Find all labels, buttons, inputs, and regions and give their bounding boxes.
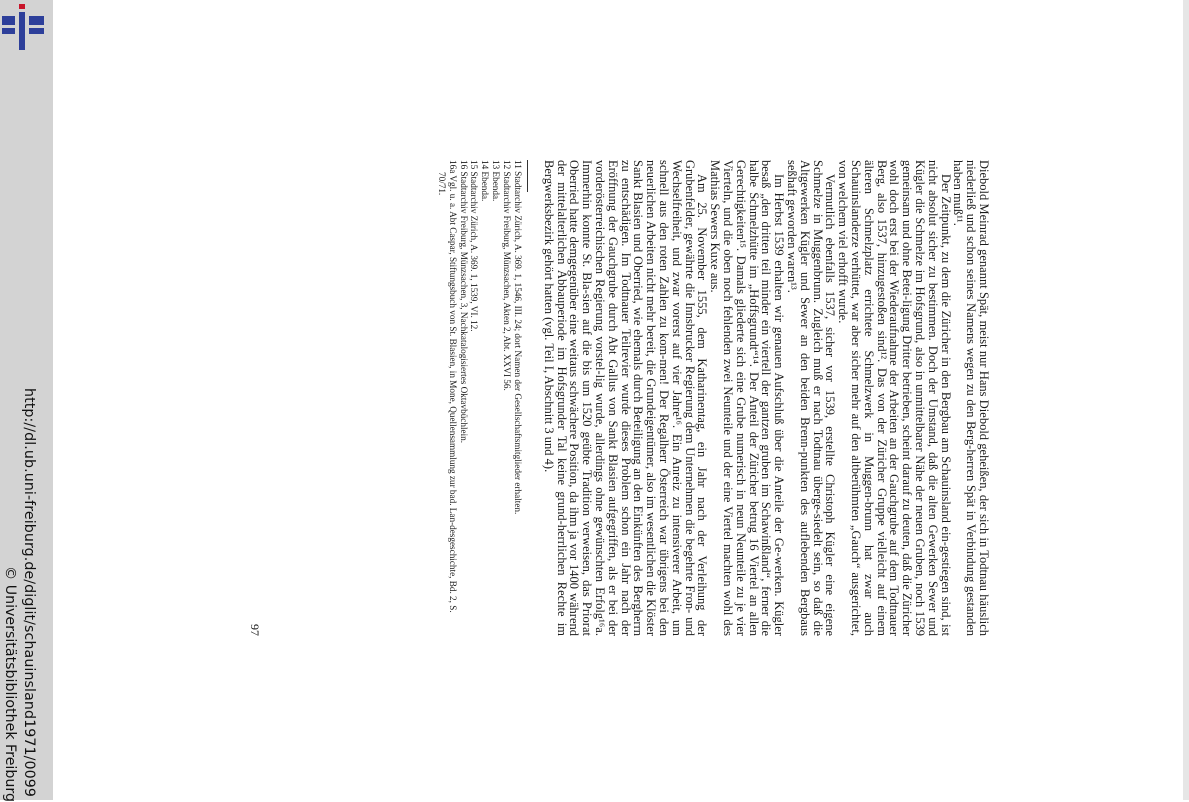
ub-freiburg-logo bbox=[2, 4, 46, 50]
sidebar bbox=[0, 0, 53, 800]
footnote: 14 Ebenda. bbox=[480, 160, 491, 202]
page-edge bbox=[1183, 0, 1189, 800]
footnote: 11 Stadtarchiv Zürich, A. 369. 1, 1546, III. 24; dort Namen der Gesellschaftsmitglieder erhalten. bbox=[513, 160, 524, 515]
paragraph: Diebold Meinrad genannt Spät, meist nur Hans Diebold geheißen, der sich in Todtnau häuslich niederließ und schon seines Namens wegen zu den Berg-herren Spät in Verbindung gestanden haben muß¹¹. bbox=[951, 160, 991, 636]
paragraph: Der Zeitpunkt, zu dem die Züricher in den Bergbau am Schauinsland ein-gestiegen sind, ist nicht absolut sicher zu bestimmen. Doch der Umstand, daß die alten Gewerken Sewer und Kügler die Schmelze im Hofsgrund, also in unmittelbarer Nähe der neuen Gruben, noch 1539 gemeinsam und ohne Betei-ligung Dritter betrieben, scheint darauf zu deuten, daß die Züricher wohl doch erst bei der Wiederaufnahme der Arbeiten an der Gauchgrube auf dem Todtnauer Berg, also 1537, hinzugestoßen sind¹². Das von der Züricher Gruppe vielleicht auf einem älteren Schmelzplatz errichtete Schmelzwerk in Muggen-brunn hat zwar auch Schauinslanderze verhüttet, war aber sicher mehr auf den altberühmten „Gauch“ ausgerichtet, von welchem viel erhofft wurde. bbox=[836, 160, 953, 636]
scanned-page bbox=[436, 160, 990, 636]
footnote-divider bbox=[527, 160, 528, 192]
permalink-url[interactable]: http://dl.ub.uni-freiburg.de/diglit/schauinsland1971/0099 bbox=[21, 388, 37, 797]
copyright-notice: © Universitätsbibliothek Freiburg bbox=[2, 566, 18, 802]
paragraph: Am 25. November 1555, dem Katharinentag, ein Jahr nach der Verleihung der Grubenfelder, gewährte die Innsbrucker Regierung dem Unternehmen die begehrte Fron- und Wechselfreiheit, und zwar vorerst auf vier Jahre¹⁶. Ein Anreiz zu intensiverer Arbeit, um schnell aus den roten Zahlen zu kom-men! Der Regalherr Österreich war übrigens bei den neuerlichen Arbeiten nicht mehr bereit, die Grundeigentümer, also im wesentlichen die Klöster Sankt Blasien und Oberried, wie ehemals durch Beteiligung an den Einkünften des Bergherrn zu entschädigen. Im Todtnauer Teilrevier wurde dieses Problem schon ein Jahr nach der Eröffnung der Gauchgrube durch Abt Gallus von Sankt Blasien aufgegriffen, als er bei der vorderösterreichischen Regierung vorstel-lig wurde, allerdings ohne gewünschten Erfolg¹⁶a. Immerhin konnte St. Bla-sien auf die bis um 1520 geübte Tradition verweisen, das Priorat Oberried hatte demgegenüber eine weitaus schwächere Position, da ihm ja vor 1400 während der mittelalterlichen Abbauperiode im Hofsgrunder Tal keine grund-herrlichen Rechte im Bergwerksbezirk gehört hatten (vgl. Teil I, Abschnitt 3 und 4). bbox=[541, 160, 710, 636]
footnote: 13 Ebenda. bbox=[491, 160, 502, 202]
footnote: 15 Stadtarchiv Zürich, A. 369. 1, 1539, VI. 12. bbox=[469, 160, 480, 332]
paragraph: Vermutlich ebenfalls 1537, sicher vor 1539, erstellte Christoph Kügler eine eigene Schmelze in Muggenbrunn. Zugleich muß er nach Todtnau überge-siedelt sein, so daß die Altgewerken Kügler und Sewer an den beiden Brenn-punkten des auflebenden Bergbaus seßhaft geworden waren¹³. bbox=[785, 160, 838, 636]
paragraph: Im Herbst 1539 erhalten wir genauen Aufschluß über die Anteile der Ge-werken. Kügler besaß „den dritten teil minder ein viertell der gantzen gruben im Schawinßland“, ferner die halbe Schmelzhütte im „Hoffsgrundt“¹⁴. Der Anteil der Züricher betrug 16 Viertel an allen Gerechtigkeiten¹⁵. Damals gliederte sich eine Grube numerisch in neun Neunteile zu je vier Vierteln, und die oben noch fehlenden zwei Neunteile und der eine Viertel machten wohl des Mathias Sewers Kuxe aus. bbox=[708, 160, 787, 636]
footnote: 16a Vgl. u. a. Abt Caspar, Stiftungsbuch von St. Blasien, in Mone, Quellensammlung zur bad. Lan-desgeschichte, Bd. 2, S. 70/71. bbox=[436, 160, 458, 613]
page-number: 97 bbox=[248, 624, 262, 636]
footnote: 12 Stadtarchiv Freiburg, Münzsachen, Akten 2, Abt. XXVI 56. bbox=[502, 160, 513, 391]
footnote: 16 Stadtarchiv Freiburg, Münzsachen, 3, Nachkatalogisiertes Oktavbüchlein. bbox=[458, 160, 469, 444]
